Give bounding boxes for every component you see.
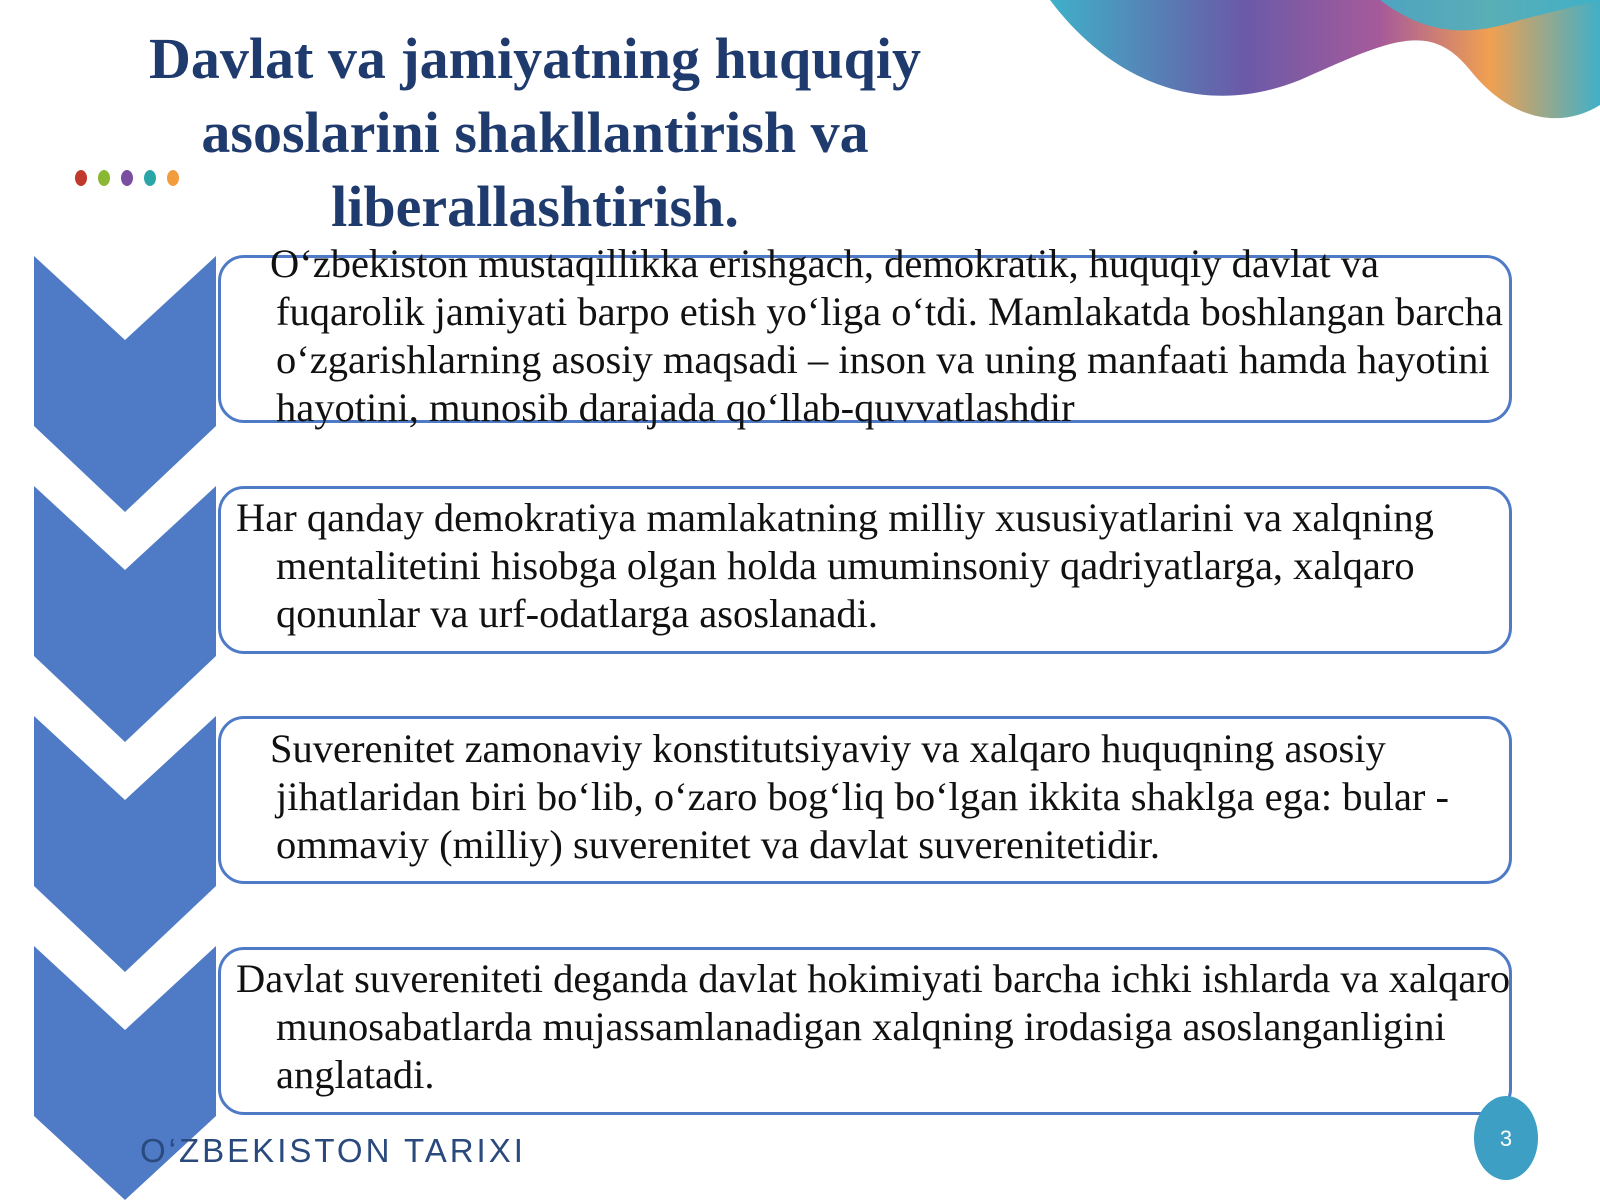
slide-title: Davlat va jamiyatning huquqiy asoslarini shakllantirish va liberallashtirish. [149,26,921,239]
chevron-2 [34,486,216,742]
item-text-3: Suverenitet zamonaviy konstitutsiyaviy va xalqaro huquqning asosiy jihatlaridan biri bo‘lib, o‘zaro bog‘liq bo‘lgan ikkita shaklga ega: bular -ommaviy (milliy) suverenitet va davlat suverenitetidir. [270,726,1450,867]
footer-label: O‘ZBEKISTON TARIXI [140,1132,526,1169]
item-text-1: O‘zbekiston mustaqillikka erishgach, demokratik, huquqiy davlat va fuqarolik jamiyati barpo etish yo‘liga o‘tdi. Mamlakatda boshlangan barcha o‘zgarishlarning asosiy maqsadi – inson va uning manfaati hamda hayotini hayotini, munosib darajada qo‘llab-quvvatlashdir [270,241,1504,430]
item-text-2: Har qanday demokratiya mamlakatning milliy xususiyatlarini va xalqning mentalitetini hisobga olgan holda umuminsoniy qadriyatlarga, xalqaro qonunlar va urf-odatlarga asoslanadi. [236,495,1434,636]
item-text-4: Davlat suvereniteti deganda davlat hokimiyati barcha ichki ishlarda va xalqaro munosabatlarda mujassamlanadigan xalqning irodasiga asoslanganligini anglatadi. [236,956,1511,1097]
page-number: 3 [1499,1126,1513,1151]
chevron-3 [34,716,216,972]
chevron-1 [34,256,216,512]
